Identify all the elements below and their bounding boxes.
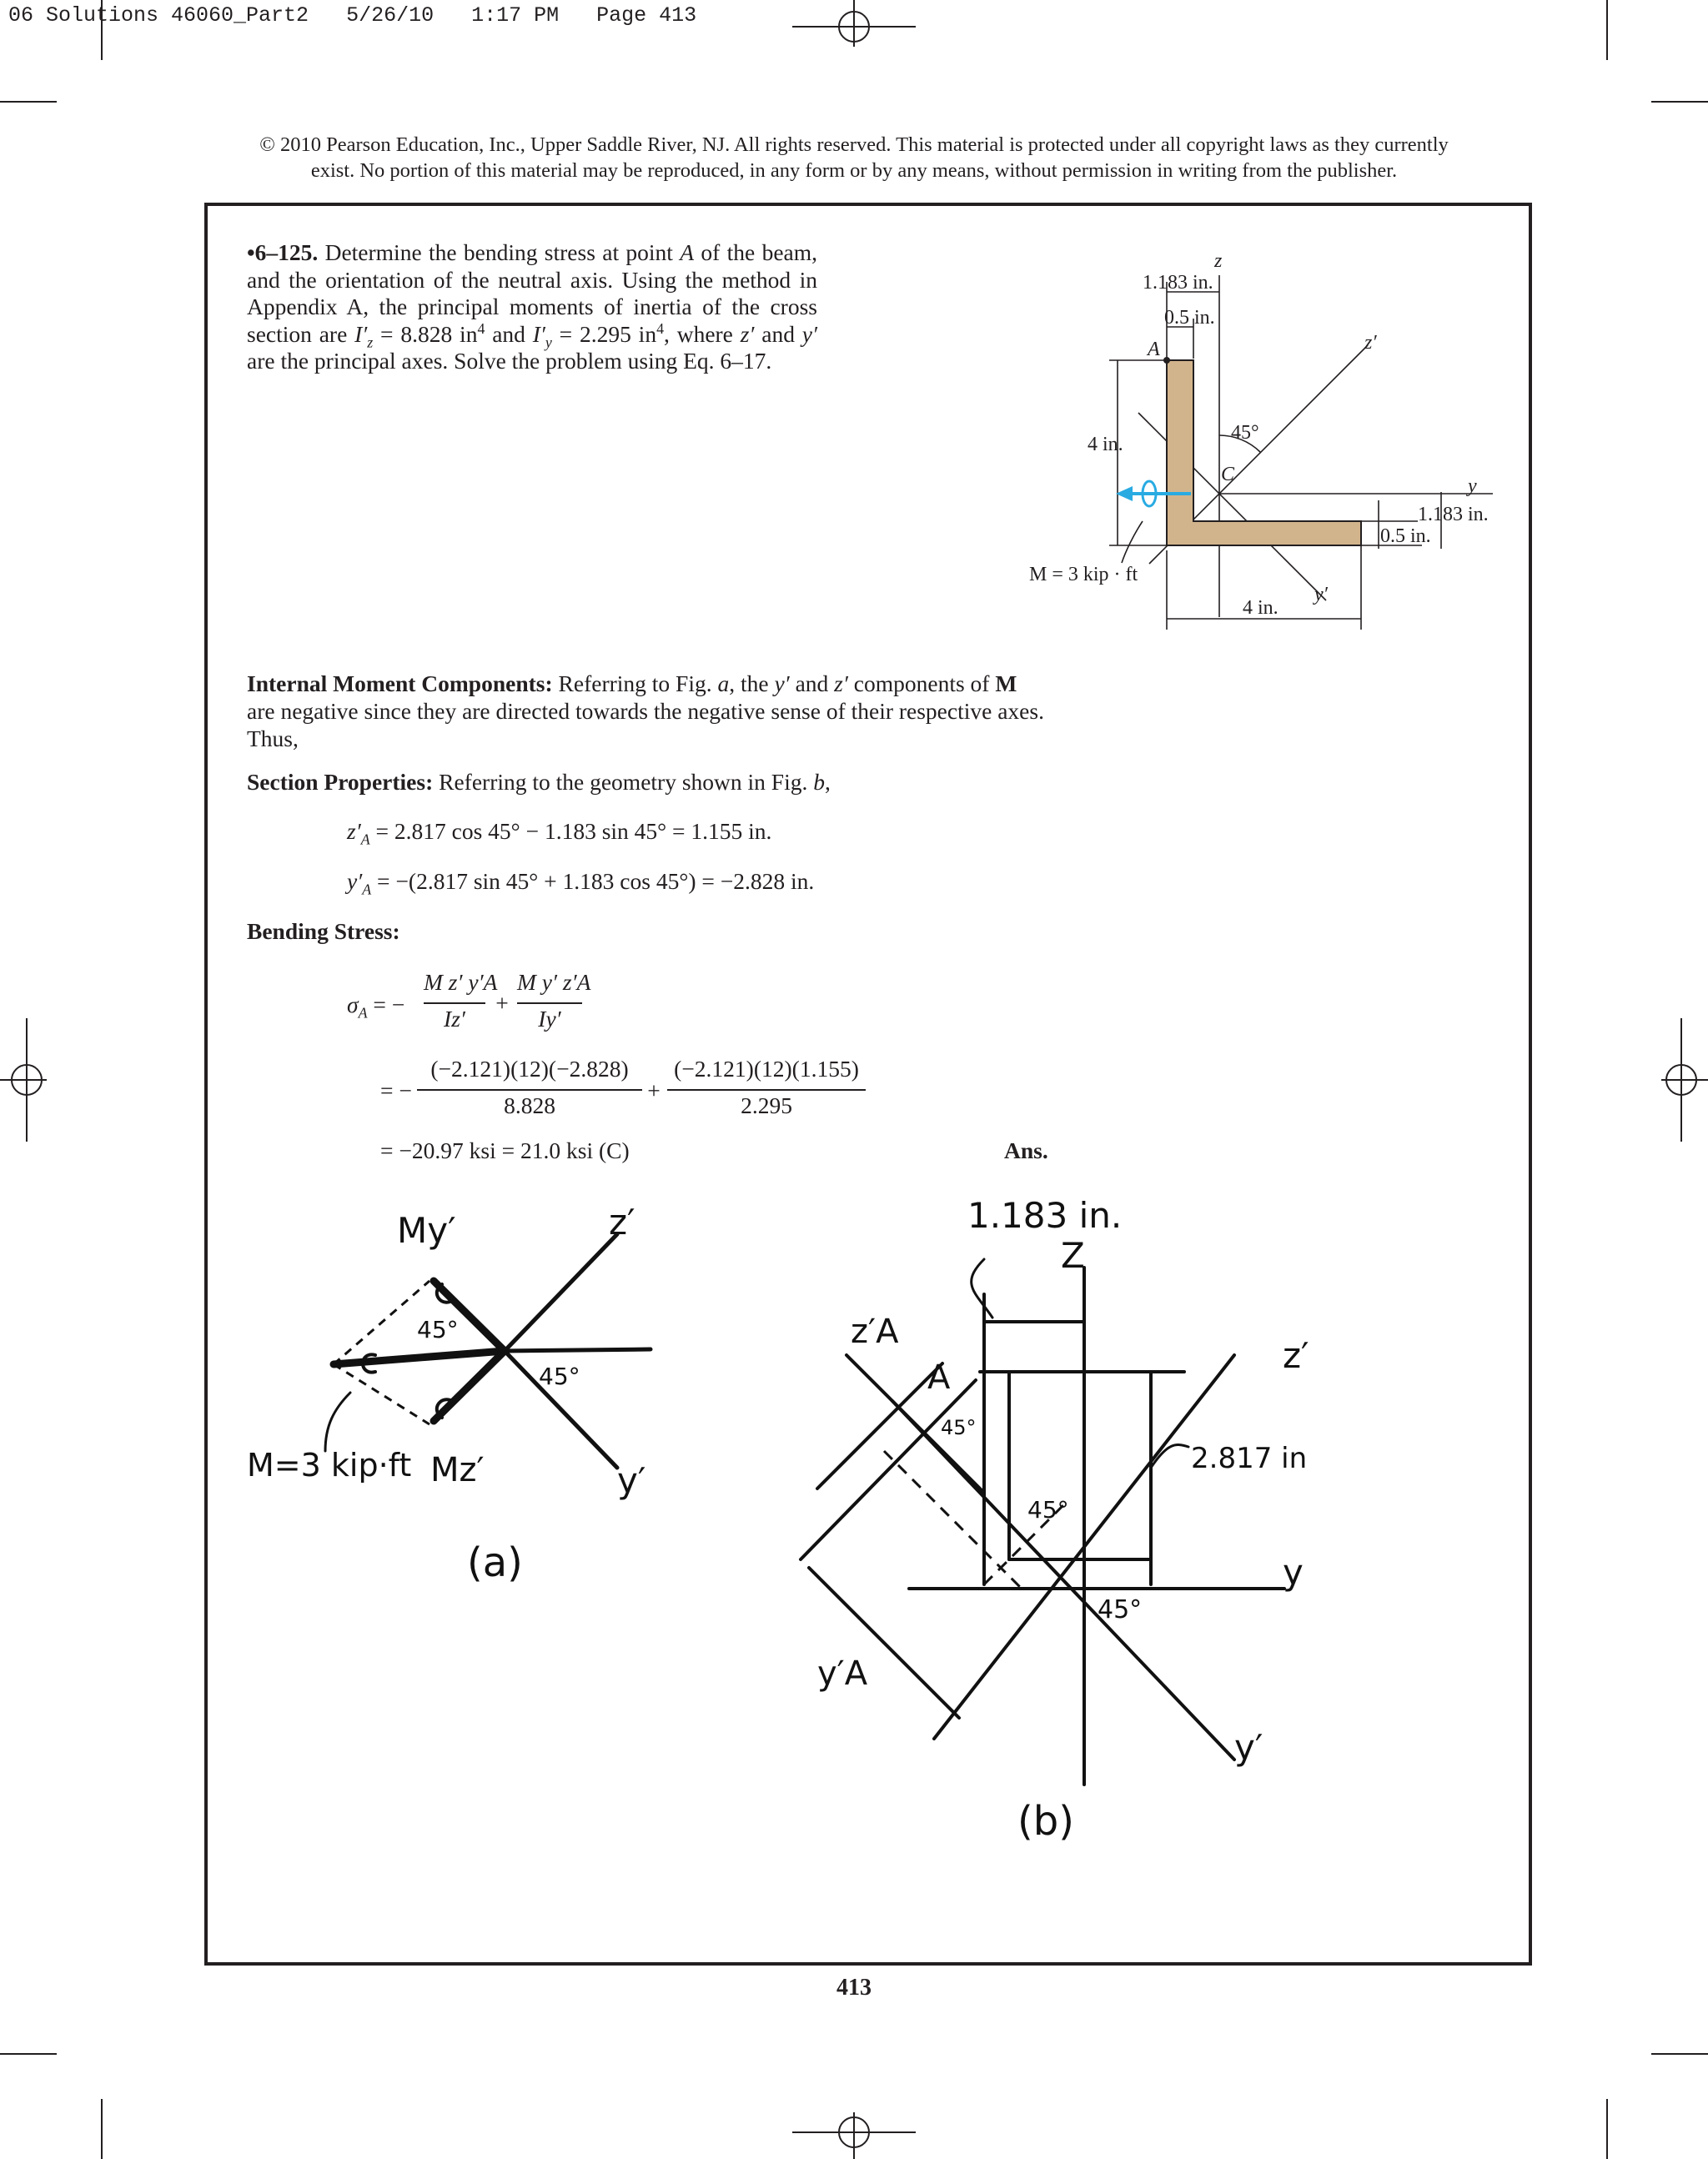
eq-sign: = − — [373, 992, 405, 1017]
imc-y-prime: y′ — [774, 670, 790, 696]
sigma-subscript: A — [358, 1004, 368, 1022]
fig-b-ya-label: y′A — [817, 1654, 868, 1693]
fig-b-dim2-label: 2.817 in — [1191, 1442, 1308, 1475]
fig-angle-45: 45° — [1231, 422, 1259, 444]
fig-moment-label: M = 3 kip · ft — [1029, 564, 1138, 585]
problem-statement — [247, 239, 817, 375]
denominator-4: 2.295 — [741, 1092, 792, 1118]
iz-symbol: I′ — [354, 320, 368, 347]
sp-text: Referring to the geometry shown in Fig. — [433, 769, 814, 795]
copyright-notice — [150, 132, 1558, 183]
fig-dim-4in-vertical: 4 in. — [1088, 434, 1123, 455]
imc-text: Referring to Fig. — [552, 670, 718, 696]
imc-text: are negative since they are directed towards the negative sense of their respective axes. Thus, — [247, 698, 1044, 751]
eq-ya-lhs: y′ — [347, 868, 363, 894]
denominator-3: 8.828 — [504, 1092, 555, 1118]
fig-b-caption: (b) — [1017, 1798, 1074, 1845]
fig-zprime-label: z′ — [1364, 332, 1377, 354]
bending-stress-heading: Bending Stress: — [247, 918, 400, 944]
imc-text: and — [789, 670, 835, 696]
problem-text: of the beam, and the orientation of the neutral axis. Using the method in Appendix A, the principal moments of inertia of the cross section are — [247, 239, 817, 347]
imc-text: , the — [729, 670, 775, 696]
plus-sign-2: + — [647, 1077, 661, 1103]
section-properties-paragraph — [247, 768, 1047, 796]
fig-b-y-label: y — [1283, 1552, 1304, 1593]
fig-dim-1183: 1.183 in. — [1143, 272, 1213, 294]
fig-a-caption: (a) — [467, 1539, 523, 1586]
fig-b-yprime-label: y′ — [1234, 1727, 1263, 1768]
imc-moment-vector: M — [995, 670, 1017, 696]
sp-fig-ref: b — [813, 769, 825, 795]
fig-a-angle-2: 45° — [539, 1363, 580, 1390]
eq-ya-sub: A — [362, 881, 372, 898]
problem-point: A — [680, 239, 695, 265]
fig-dim-05: 0.5 in. — [1164, 307, 1215, 329]
eq-za-rhs: = 2.817 cos 45° − 1.183 sin 45° = 1.155 in. — [369, 818, 772, 844]
problem-text: , where — [664, 320, 741, 347]
internal-moment-paragraph — [247, 670, 1047, 752]
page-number: 413 — [836, 1975, 872, 2001]
sigma-symbol: σ — [347, 992, 359, 1017]
imc-z-prime: z′ — [834, 670, 848, 696]
answer-label: Ans. — [1004, 1137, 1048, 1163]
fig-b-angle-1: 45° — [941, 1416, 977, 1439]
fig-b-angle-2: 45° — [1027, 1496, 1069, 1524]
problem-text: are the principal axes. Solve the problem using Eq. 6–17. — [247, 348, 772, 374]
result-line: = −20.97 ksi = 21.0 ksi (C) — [380, 1137, 630, 1163]
equation-y-a — [347, 868, 815, 898]
denominator-1: Iz′ — [444, 1006, 465, 1032]
fig-b-dim-label: 1.183 in. — [967, 1195, 1123, 1236]
denominator-2: Iy′ — [538, 1006, 561, 1032]
fig-b-za-label: z′A — [851, 1313, 899, 1351]
fig-a-moment-label: M=3 kip·ft — [247, 1447, 412, 1484]
fig-dim-05-right: 0.5 in. — [1380, 525, 1431, 547]
sp-heading: Section Properties: — [247, 769, 434, 795]
fig-point-a: A — [1148, 339, 1160, 360]
fraction-bar-4 — [667, 1089, 866, 1091]
sigma-label — [347, 992, 405, 1022]
fig-y-label: y — [1468, 475, 1477, 497]
copyright-line-1: © 2010 Pearson Education, Inc., Upper Saddle River, NJ. All rights reserved. This material is protected under all copyright laws as they currently — [259, 133, 1449, 156]
eq-ya-rhs: = −(2.817 sin 45° + 1.183 cos 45°) = −2.828 in. — [371, 868, 815, 894]
numerator-2: M y′ z′A — [517, 969, 591, 995]
fraction-bar-2 — [517, 1002, 582, 1004]
plus-sign-1: + — [495, 990, 509, 1016]
iy-value: = 2.295 in — [551, 320, 657, 347]
numerator-1: M z′ y′A — [424, 969, 498, 995]
fraction-bar-3 — [417, 1089, 642, 1091]
problem-text: and — [754, 320, 802, 347]
imc-heading: Internal Moment Components: — [247, 670, 553, 696]
fig-centroid-c: C — [1221, 464, 1235, 485]
slug-line: 06 Solutions 46060_Part2 5/26/10 1:17 PM Page 413 — [8, 3, 697, 28]
figure-b-sketch — [767, 1192, 1351, 1860]
copyright-line-2: exist. No portion of this material may be reproduced, in any form or by any means, without permission in writing from the publisher. — [310, 159, 1398, 182]
figure-a-sketch — [242, 1201, 676, 1609]
fig-a-mz-label: Mz′ — [430, 1451, 485, 1489]
z-prime: z′ — [740, 320, 755, 347]
problem-text: and — [485, 320, 533, 347]
fig-b-z-label: Z — [1061, 1235, 1085, 1276]
eq-za-sub: A — [360, 831, 370, 848]
problem-text: Determine the bending stress at point — [324, 239, 681, 265]
equation-z-a — [347, 818, 772, 848]
y-prime: y′ — [801, 320, 817, 347]
eq-za-lhs: z′ — [347, 818, 361, 844]
fig-a-zprime-label: z′ — [609, 1202, 635, 1243]
fig-a-my-label: My′ — [397, 1210, 456, 1251]
fig-b-a-label: A — [927, 1358, 951, 1397]
fig-z-label: z — [1214, 250, 1223, 272]
iy-exponent: 4 — [656, 319, 665, 337]
fig-a-yprime-label: y′ — [617, 1460, 646, 1501]
fraction-bar-1 — [424, 1002, 485, 1004]
numerator-4: (−2.121)(12)(1.155) — [674, 1056, 859, 1082]
fig-b-zprime-label: z′ — [1283, 1335, 1309, 1376]
iy-subscript: y — [545, 334, 552, 350]
iy-symbol: I′ — [532, 320, 545, 347]
fig-dim-4in-horizontal: 4 in. — [1243, 597, 1278, 619]
fig-dim-1183-right: 1.183 in. — [1418, 504, 1489, 525]
sp-text: , — [824, 769, 831, 795]
fig-yprime-label: y′ — [1314, 584, 1328, 605]
problem-number: •6–125. — [247, 239, 319, 265]
fig-b-angle-3: 45° — [1098, 1595, 1143, 1624]
iz-exponent: 4 — [477, 319, 485, 337]
cross-section-figure — [1001, 242, 1518, 642]
numerator-3: (−2.121)(12)(−2.828) — [430, 1056, 629, 1082]
iz-subscript: z — [367, 334, 374, 350]
imc-fig-ref: a — [717, 670, 730, 696]
iz-value: = 8.828 in — [373, 320, 478, 347]
imc-text: components of — [847, 670, 996, 696]
fig-a-angle-1: 45° — [417, 1316, 459, 1343]
eq-sign-2: = − — [380, 1077, 412, 1103]
